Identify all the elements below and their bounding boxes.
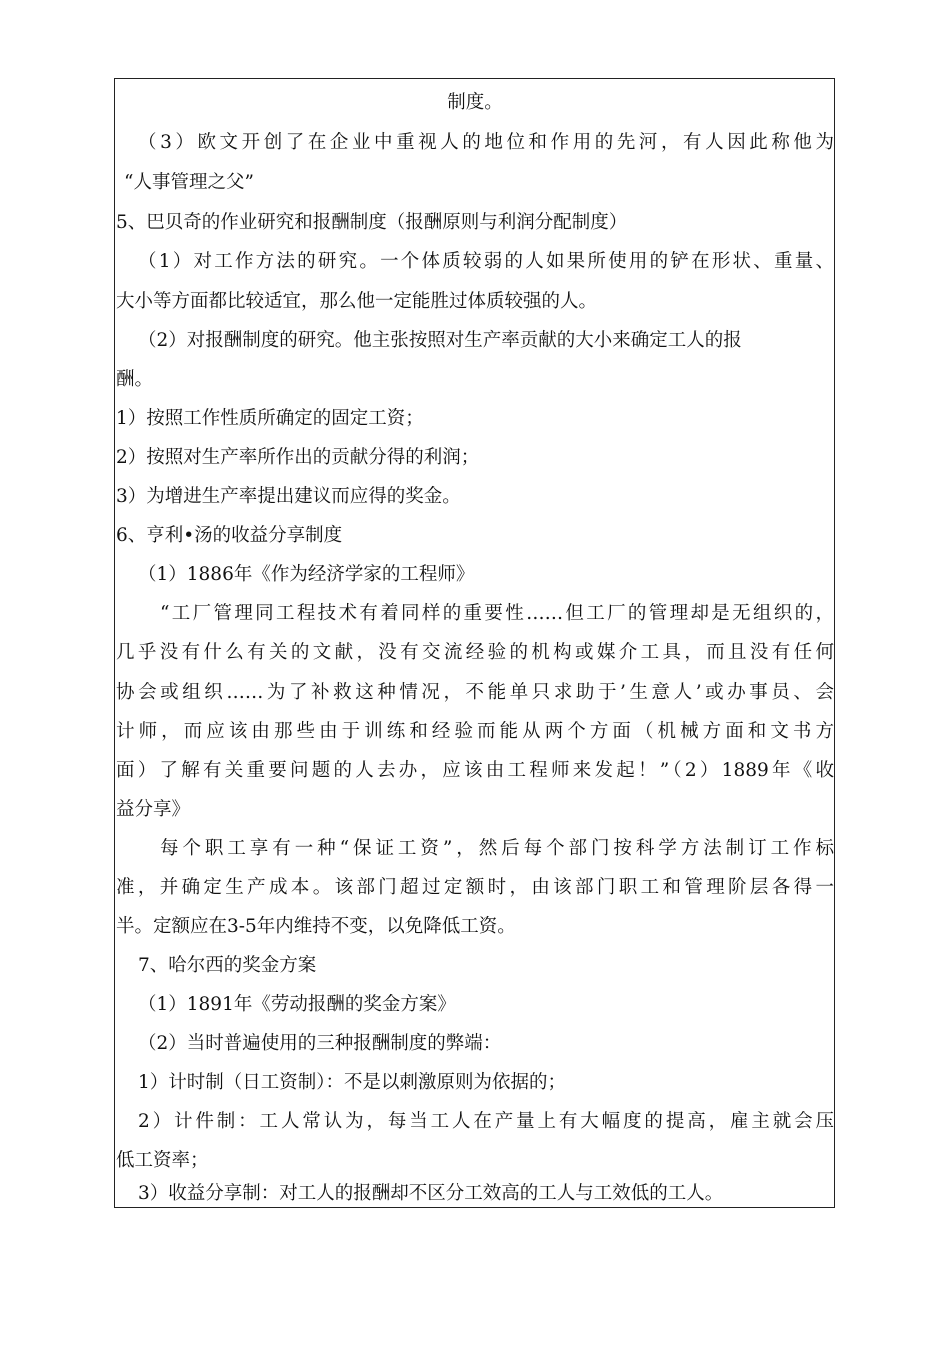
text-line: 1）计时制（日工资制）：不是以刺激原则为依据的； bbox=[138, 1072, 567, 1093]
text-line: 6、亨利•汤的收益分享制度 bbox=[116, 525, 343, 546]
text-line: 2）计件制：工人常认为，每当工人在产量上有大幅度的提高，雇主就会压 bbox=[138, 1111, 834, 1132]
text-line: “工厂管理同工程技术有着同样的重要性……但工厂的管理却是无组织的， bbox=[160, 603, 834, 624]
text-line: 5、巴贝奇的作业研究和报酬制度（报酬原则与利润分配制度） bbox=[116, 212, 628, 233]
text-line: 协会或组织……为了补救这种情况，不能单只求助于’生意人’或办事员、会 bbox=[116, 682, 834, 703]
text-line: 1）按照工作性质所确定的固定工资； bbox=[116, 408, 424, 429]
text-line: 3）为增进生产率提出建议而应得的奖金。 bbox=[116, 486, 461, 507]
text-line: （1）对工作方法的研究。一个体质较弱的人如果所使用的铲在形状、重量、 bbox=[138, 251, 834, 272]
text-line: 2）按照对生产率所作出的贡献分得的利润； bbox=[116, 447, 480, 468]
text-line: 3）收益分享制：对工人的报酬却不区分工效高的工人与工效低的工人。 bbox=[138, 1183, 724, 1204]
text-line: “人事管理之父” bbox=[124, 172, 254, 193]
text-line: 制度。 bbox=[447, 92, 503, 113]
text-line: （2）对报酬制度的研究。他主张按照对生产率贡献的大小来确定工人的报 bbox=[138, 330, 742, 351]
text-line: （1）1891年《劳动报酬的奖金方案》 bbox=[138, 994, 456, 1015]
text-line: （1）1886年《作为经济学家的工程师》 bbox=[138, 564, 475, 585]
text-line: 计师，而应该由那些由于训练和经验而能从两个方面（机械方面和文书方 bbox=[116, 721, 834, 742]
text-line: （2）当时普遍使用的三种报酬制度的弊端： bbox=[138, 1033, 502, 1054]
text-line: 面）了解有关重要问题的人去办，应该由工程师来发起！”（2）1889年《收 bbox=[116, 760, 834, 781]
text-line: 7、哈尔西的奖金方案 bbox=[138, 955, 317, 976]
text-line: 益分享》 bbox=[116, 799, 191, 820]
text-line: 每个职工享有一种“保证工资”，然后每个部门按科学方法制订工作标 bbox=[160, 838, 834, 859]
text-line: 酬。 bbox=[116, 369, 154, 390]
text-line: 半。定额应在3-5年内维持不变，以免降低工资。 bbox=[116, 916, 516, 937]
text-line: 准，并确定生产成本。该部门超过定额时，由该部门职工和管理阶层各得一 bbox=[116, 877, 834, 898]
text-line: 几乎没有什么有关的文献，没有交流经验的机构或媒介工具，而且没有任何 bbox=[116, 642, 834, 663]
text-line: 大小等方面都比较适宜，那么他一定能胜过体质较强的人。 bbox=[116, 291, 598, 312]
text-line: （3）欧文开创了在企业中重视人的地位和作用的先河，有人因此称他为 bbox=[138, 132, 834, 153]
text-line: 低工资率； bbox=[116, 1150, 209, 1171]
